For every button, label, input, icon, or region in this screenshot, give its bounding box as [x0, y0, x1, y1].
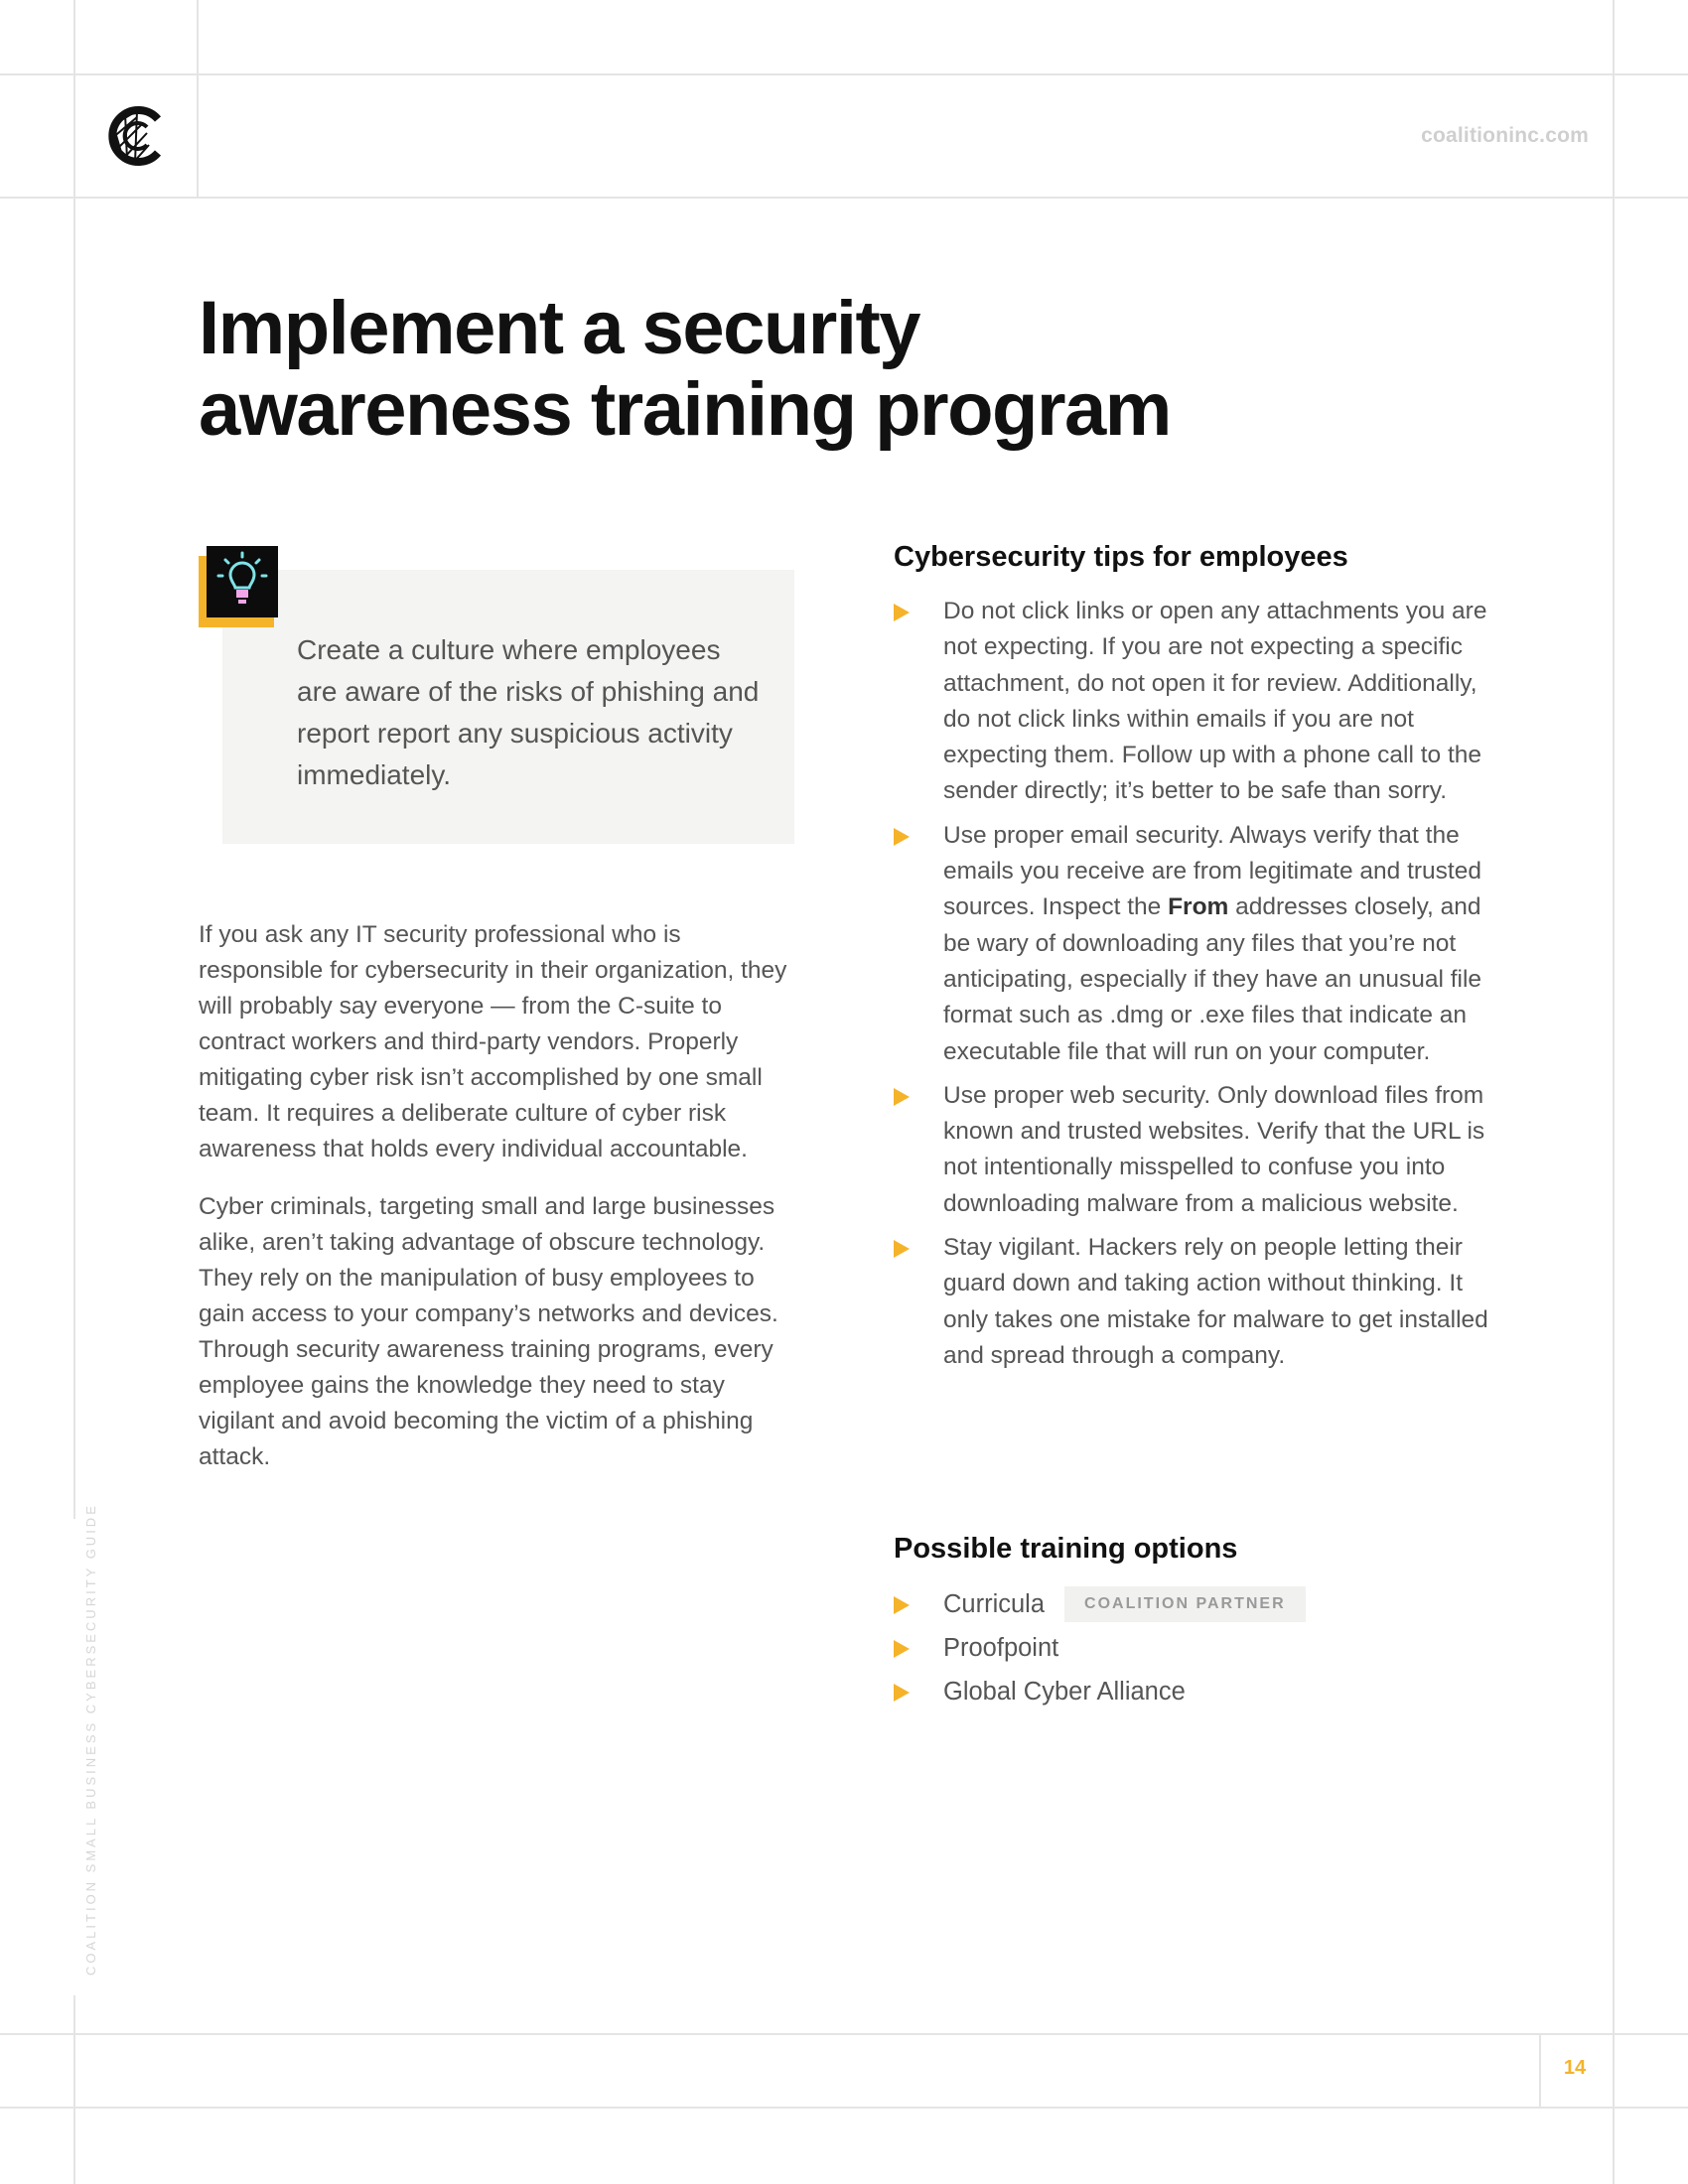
page-number: 14	[1563, 2057, 1587, 2079]
body-paragraph: Cyber criminals, targeting small and large businesses alike, aren’t taking advantage of obscure technology. They rely on the manipulation of busy employees to gain access to your company’s networks and devices. Through security awareness training programs, every employee gains the knowledge they need to stay vigilant and avoid becoming the victim of a phishing attack.	[199, 1193, 778, 1470]
site-url[interactable]: coalitioninc.com	[1421, 124, 1589, 147]
training-list	[894, 1586, 1489, 1717]
tip-text: Stay vigilant. Hackers rely on people letting their guard down and taking action without thinking. It only takes one mistake for malware to get installed and spread through a company.	[943, 1234, 1488, 1369]
training-option: Proofpoint	[943, 1634, 1059, 1662]
arrow-bullet-icon	[894, 1684, 910, 1702]
list-item	[894, 818, 1489, 1070]
list-item	[894, 1078, 1489, 1222]
tip-text-end: addresses closely, and be wary of downloading any files that you’re not anticipating, especially if they have an unusual file format such as .dmg or .exe files that indicate an executable file that will run on your computer.	[943, 893, 1482, 1065]
tip-text-start: Use proper email security. Always verify that the emails you receive are from legitimate and trusted sources. Inspect the	[943, 821, 1481, 921]
tip-text: Do not click links or open any attachments you are not expecting. If you are not expecting a specific attachment, do not open it for review. Additionally, do not click links within emails if you are not expecting them. Follow up with a phone call to the sender directly; it’s better to be safe than sorry.	[943, 598, 1487, 805]
grid-line	[0, 197, 1688, 199]
intro-body	[199, 917, 804, 1497]
callout-text: Create a culture where employees are aware of the risks of phishing and report report any suspicious activity immediately.	[297, 634, 760, 790]
arrow-bullet-icon	[894, 1596, 910, 1614]
tip-bold-from: From	[1168, 893, 1229, 921]
tips-list	[894, 594, 1489, 1382]
grid-line	[0, 73, 1688, 75]
list-item	[894, 1630, 1489, 1666]
arrow-bullet-icon	[894, 1240, 910, 1258]
grid-line	[0, 2107, 1688, 2109]
grid-line	[0, 2033, 1688, 2035]
list-item	[894, 594, 1489, 810]
list-item	[894, 1586, 1489, 1622]
coalition-logo-icon[interactable]	[103, 103, 169, 169]
tips-heading: Cybersecurity tips for employees	[894, 541, 1348, 573]
arrow-bullet-icon	[894, 604, 910, 621]
tip-text: Use proper web security. Only download files from known and trusted websites. Verify that the URL is not intentionally misspelled to confuse you into downloading malware from a malicious website.	[943, 1081, 1485, 1217]
page-title: Implement a security awareness training program	[199, 286, 1171, 452]
arrow-bullet-icon	[894, 1640, 910, 1658]
arrow-bullet-icon	[894, 1088, 910, 1106]
list-item	[894, 1674, 1489, 1709]
list-item	[894, 1230, 1489, 1374]
callout-box	[222, 570, 794, 844]
arrow-bullet-icon	[894, 828, 910, 846]
training-heading: Possible training options	[894, 1533, 1238, 1565]
body-paragraph: If you ask any IT security professional who is responsible for cybersecurity in their organization, they will probably say everyone — from the C-suite to contract workers and third-party vendors. Properly mitigating cyber risk isn’t accomplished by one small team. It requires a deliberate culture of cyber risk awareness that holds every individual accountable.	[199, 921, 787, 1162]
lightbulb-icon	[199, 546, 278, 627]
guide-vertical-label: COALITION SMALL BUSINESS CYBERSECURITY GUIDE	[83, 1503, 98, 1976]
grid-line	[73, 1995, 75, 2184]
grid-line	[73, 0, 75, 1519]
partner-badge: COALITION PARTNER	[1064, 1586, 1306, 1622]
grid-line	[1613, 0, 1615, 2184]
grid-line	[197, 0, 199, 197]
training-option: Curricula	[943, 1590, 1046, 1618]
training-option: Global Cyber Alliance	[943, 1678, 1186, 1706]
